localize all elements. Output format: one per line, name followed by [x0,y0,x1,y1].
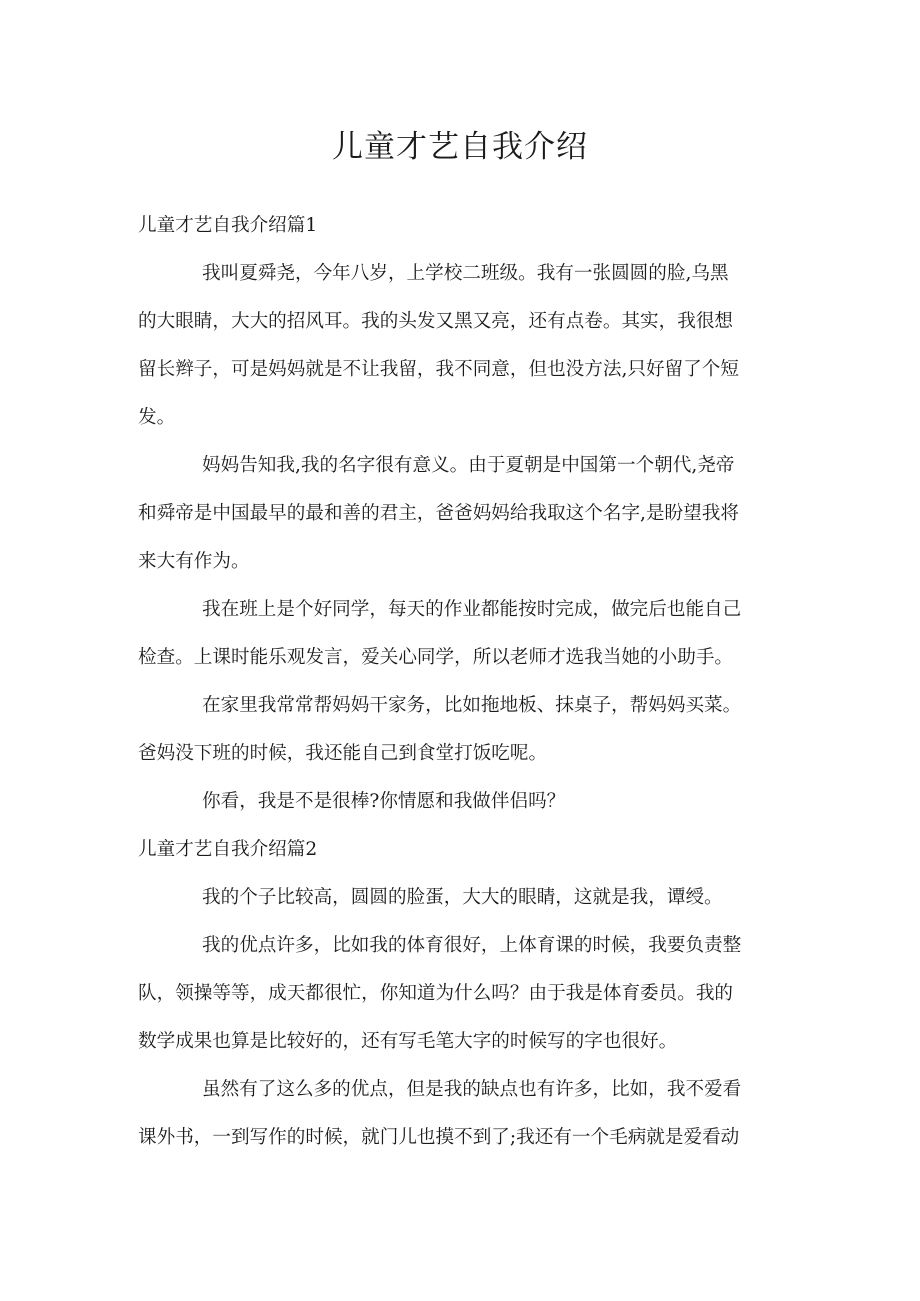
text-line: 课外书，一到写作的时候，就门儿也摸不到了;我还有一个毛病就是爱看动 [138,1127,740,1148]
text-line: 检查。上课时能乐观发言，爱关心同学，所以老师才选我当她的小助手。 [138,647,734,668]
paragraph [138,874,788,922]
text-line: 队，领操等等，成天都很忙，你知道为什么吗？由于我是体育委员。我的 [138,983,734,1004]
text-line: 妈妈告知我,我的名字很有意义。由于夏朝是中国第一个朝代,尧帝 [202,455,735,476]
paragraph [138,778,788,826]
text-line: 我的个子比较高，圆圆的脸蛋，大大的眼睛，这就是我，谭绶。 [202,887,723,908]
paragraph [138,1066,788,1162]
text-line: 和舜帝是中国最早的最和善的君主，爸爸妈妈给我取这个名字,是盼望我将 [138,503,739,524]
text-line: 留长辫子，可是妈妈就是不让我留，我不同意，但也没方法,只好留了个短 [138,359,739,380]
text-line: 我的优点许多，比如我的体育很好，上体育课的时候，我要负责整 [202,935,742,956]
paragraph [138,442,788,586]
paragraph [138,922,788,1066]
text-line: 我在班上是个好同学，每天的作业都能按时完成，做完后也能自己 [202,599,742,620]
text-line: 爸妈没下班的时候，我还能自己到食堂打饭吃呢。 [138,743,548,764]
text-line: 我叫夏舜尧，今年八岁，上学校二班级。我有一张圆圆的脸,乌黑 [202,263,729,284]
paragraph [138,682,788,778]
text-line: 你看，我是不是很棒?你情愿和我做伴侣吗？ [202,791,566,812]
section-heading: 儿童才艺自我介绍篇2 [138,839,318,860]
text-line: 发。 [138,407,176,428]
document-title: 儿童才艺自我介绍 [332,129,588,165]
text-line: 来大有作为。 [138,551,250,572]
document-body [138,202,788,1162]
text-line: 的大眼睛，大大的招风耳。我的头发又黑又亮，还有点卷。其实，我很想 [138,311,734,332]
section-heading: 儿童才艺自我介绍篇1 [138,215,318,236]
paragraph [138,250,788,442]
text-line: 虽然有了这么多的优点，但是我的缺点也有许多，比如，我不爱看 [202,1079,742,1100]
text-line: 在家里我常常帮妈妈干家务，比如拖地板、抹桌子，帮妈妈买菜。 [202,695,742,716]
text-line: 数学成果也算是比较好的，还有写毛笔大字的时候写的字也很好。 [138,1031,678,1052]
paragraph [138,586,788,682]
